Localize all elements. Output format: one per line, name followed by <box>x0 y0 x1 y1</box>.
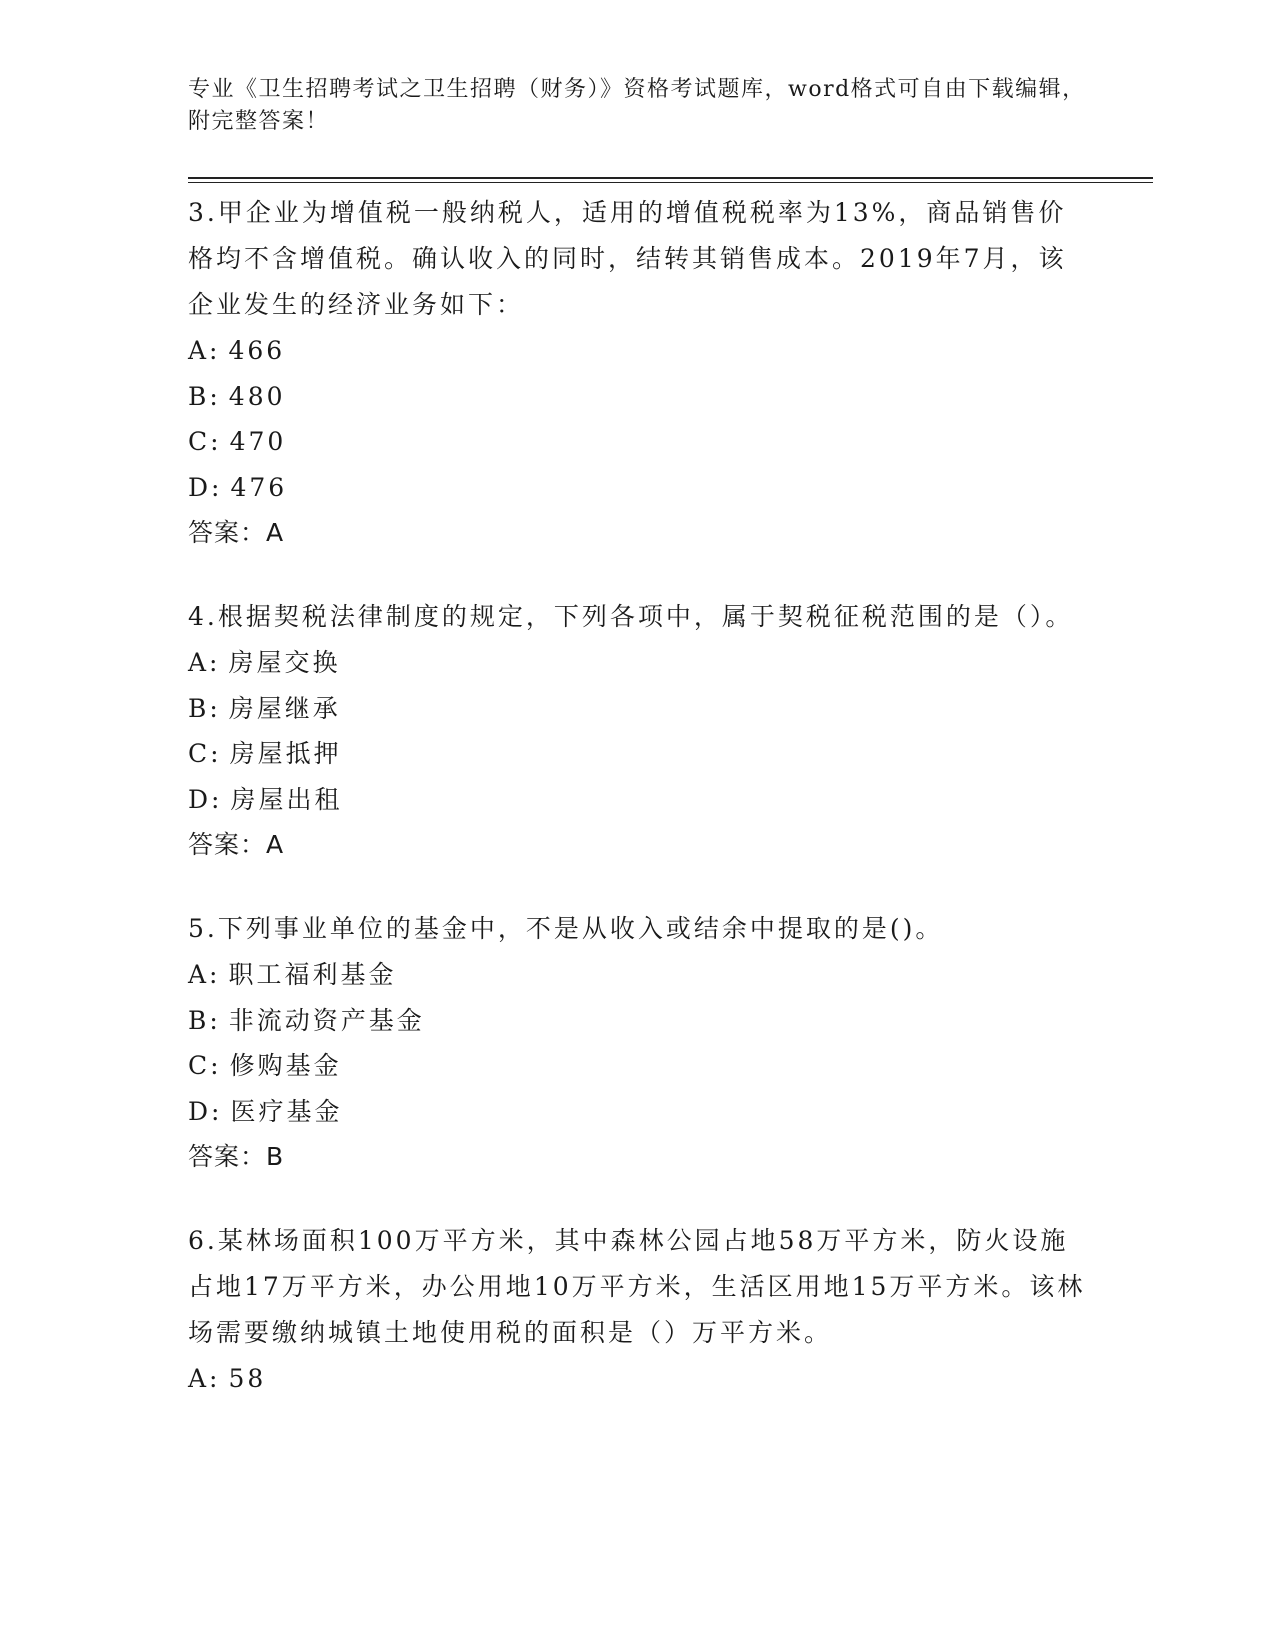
option-key: A: <box>188 1364 221 1393</box>
question-3 <box>188 190 1088 556</box>
question-stem: 4.根据契税法律制度的规定，下列各项中，属于契税征税范围的是（）。 <box>188 602 1074 631</box>
option-text: 医疗基金 <box>230 1096 343 1126</box>
option-key: D: <box>188 784 223 814</box>
question-5 <box>188 906 1088 1180</box>
option-text: 房屋继承 <box>228 693 341 723</box>
option-text: 466 <box>228 336 286 365</box>
option-key: C: <box>188 427 222 456</box>
option-text: 房屋出租 <box>230 784 343 814</box>
option-text: 修购基金 <box>229 1051 342 1080</box>
header-divider-thick <box>188 177 1153 179</box>
option-key: A: <box>188 960 221 989</box>
option-d <box>188 1089 1088 1135</box>
option-key: D: <box>188 472 223 502</box>
option-text: 476 <box>230 472 288 502</box>
option-key: B: <box>188 693 221 723</box>
option-key: B: <box>188 381 221 411</box>
option-a <box>188 640 1088 686</box>
question-stem: 3.甲企业为增值税一般纳税人，适用的增值税税率为13%，商品销售价格均不含增值税。确认收入的同时，结转其销售成本。2019年7月，该企业发生的经济业务如下： <box>188 198 1067 319</box>
option-text: 房屋抵押 <box>229 739 342 768</box>
option-text: 非流动资产基金 <box>228 1005 425 1035</box>
option-key: C: <box>188 1051 222 1080</box>
option-b <box>188 998 1088 1044</box>
option-c <box>188 419 1088 465</box>
answer-line: 答案：B <box>188 1142 285 1171</box>
answer-line: 答案：A <box>188 830 285 859</box>
header-divider-thin <box>188 182 1153 183</box>
option-a <box>188 952 1088 998</box>
option-a <box>188 1356 1088 1402</box>
option-text: 470 <box>229 427 287 456</box>
answer-line: 答案：A <box>188 518 285 547</box>
option-text: 480 <box>228 381 286 411</box>
question-stem: 5.下列事业单位的基金中，不是从收入或结余中提取的是()。 <box>188 914 944 943</box>
question-6 <box>188 1218 1088 1402</box>
option-c <box>188 731 1088 777</box>
option-key: D: <box>188 1096 223 1126</box>
option-c <box>188 1043 1088 1089</box>
option-d <box>188 465 1088 511</box>
option-key: A: <box>188 648 221 677</box>
option-key: A: <box>188 336 221 365</box>
option-text: 职工福利基金 <box>228 960 397 989</box>
question-stem: 6.某林场面积100万平方米，其中森林公园占地58万平方米，防火设施占地17万平方米，办公用地10万平方米，生活区用地15万平方米。该林场需要缴纳城镇土地使用税的面积是（）万平方米。 <box>188 1226 1086 1347</box>
question-4 <box>188 594 1088 868</box>
option-b <box>188 374 1088 420</box>
question-list <box>188 190 1088 1440</box>
document-intro: 专业《卫生招聘考试之卫生招聘（财务）》资格考试题库，word格式可自由下载编辑，附完整答案！ <box>188 77 1086 134</box>
option-key: B: <box>188 1005 221 1035</box>
option-key: C: <box>188 739 222 768</box>
option-text: 房屋交换 <box>228 648 341 677</box>
option-text: 58 <box>228 1364 267 1393</box>
option-a <box>188 328 1088 374</box>
option-d <box>188 777 1088 823</box>
option-b <box>188 686 1088 732</box>
